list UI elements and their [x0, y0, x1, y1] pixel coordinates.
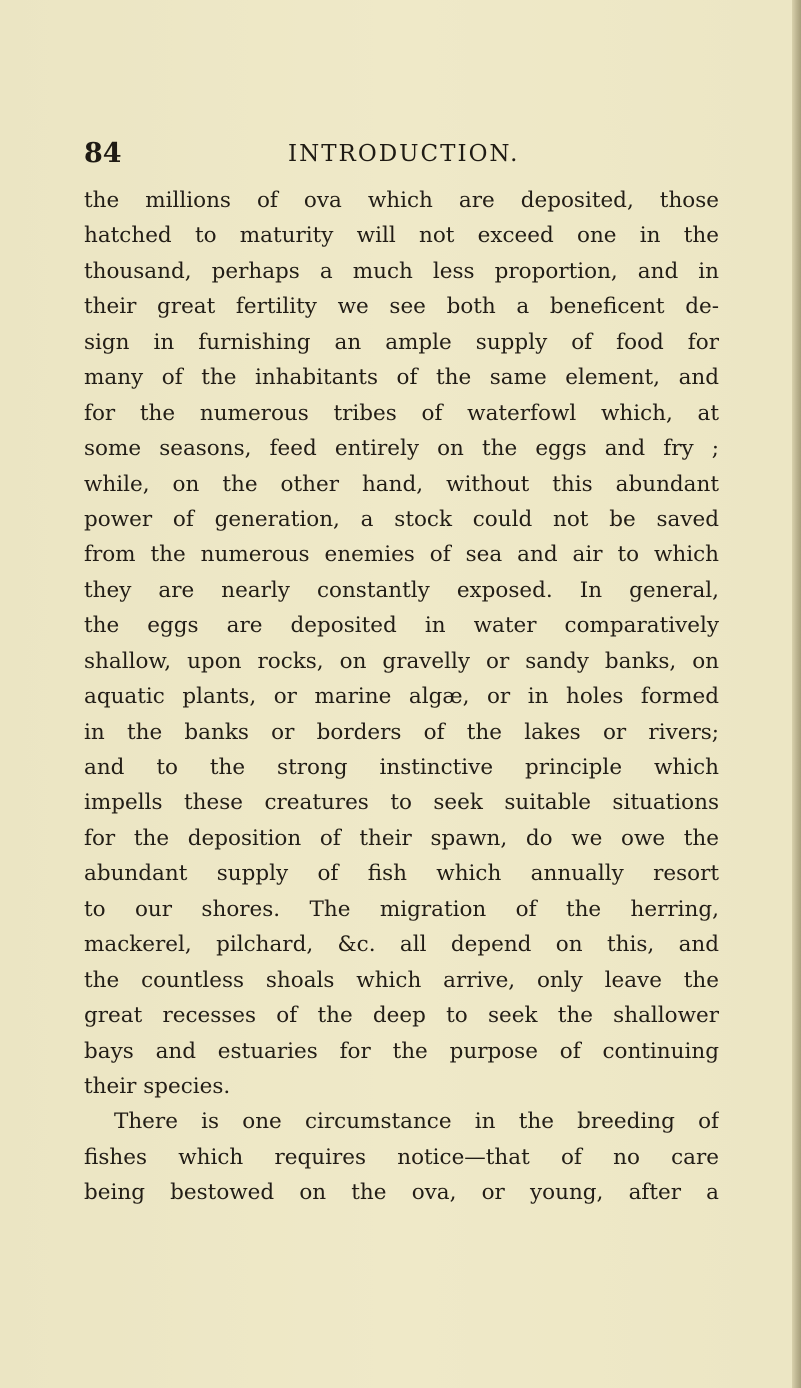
body-text [84, 183, 719, 1211]
page-number: 84 [84, 138, 122, 169]
text-line: they are nearly constantly exposed. In general, [84, 577, 719, 603]
text-line: aquatic plants, or marine algæ, or in holes formed [84, 684, 719, 710]
page-header [84, 136, 724, 172]
text-line: great recesses of the deep to seek the shallower [84, 1003, 719, 1029]
text-line: to our shores. The migration of the herring, [84, 896, 719, 922]
text-line: while, on the other hand, without this abundant [84, 471, 719, 497]
text-line: for the deposition of their spawn, do we owe the [84, 825, 719, 851]
text-line: the countless shoals which arrive, only leave the [84, 967, 719, 993]
text-line: bays and estuaries for the purpose of continuing [84, 1038, 719, 1064]
text-line: thousand, perhaps a much less proportion, and in [84, 258, 719, 284]
text-line: sign in furnishing an ample supply of food for [84, 329, 719, 355]
text-line: the eggs are deposited in water comparatively [84, 613, 719, 639]
page-edge-shadow [792, 0, 801, 1388]
paragraph-start-line: There is one circumstance in the breeding of [114, 1109, 719, 1135]
text-line: from the numerous enemies of sea and air to which [84, 542, 719, 568]
text-line: in the banks or borders of the lakes or rivers; [84, 719, 719, 745]
text-line: power of generation, a stock could not be saved [84, 506, 719, 532]
text-line: some seasons, feed entirely on the eggs and fry ; [84, 436, 719, 462]
text-line: impells these creatures to seek suitable situations [84, 790, 719, 816]
text-line: many of the inhabitants of the same element, and [84, 365, 719, 391]
text-line: mackerel, pilchard, &c. all depend on this, and [84, 932, 719, 958]
text-line: abundant supply of fish which annually resort [84, 861, 719, 887]
text-line: fishes which requires notice—that of no care [84, 1144, 719, 1170]
text-line: and to the strong instinctive principle which [84, 755, 719, 780]
running-head: INTRODUCTION. [288, 141, 520, 167]
text-line: hatched to maturity will not exceed one in the [84, 223, 719, 249]
paragraph-end-line: their species. [84, 1073, 231, 1099]
text-line: shallow, upon rocks, on gravelly or sandy banks, on [84, 648, 719, 674]
text-line: the millions of ova which are deposited, those [84, 188, 719, 213]
text-line: their great fertility we see both a beneficent de- [84, 294, 719, 320]
text-line: for the numerous tribes of waterfowl which, at [84, 400, 719, 426]
text-line: being bestowed on the ova, or young, after a [84, 1180, 719, 1206]
